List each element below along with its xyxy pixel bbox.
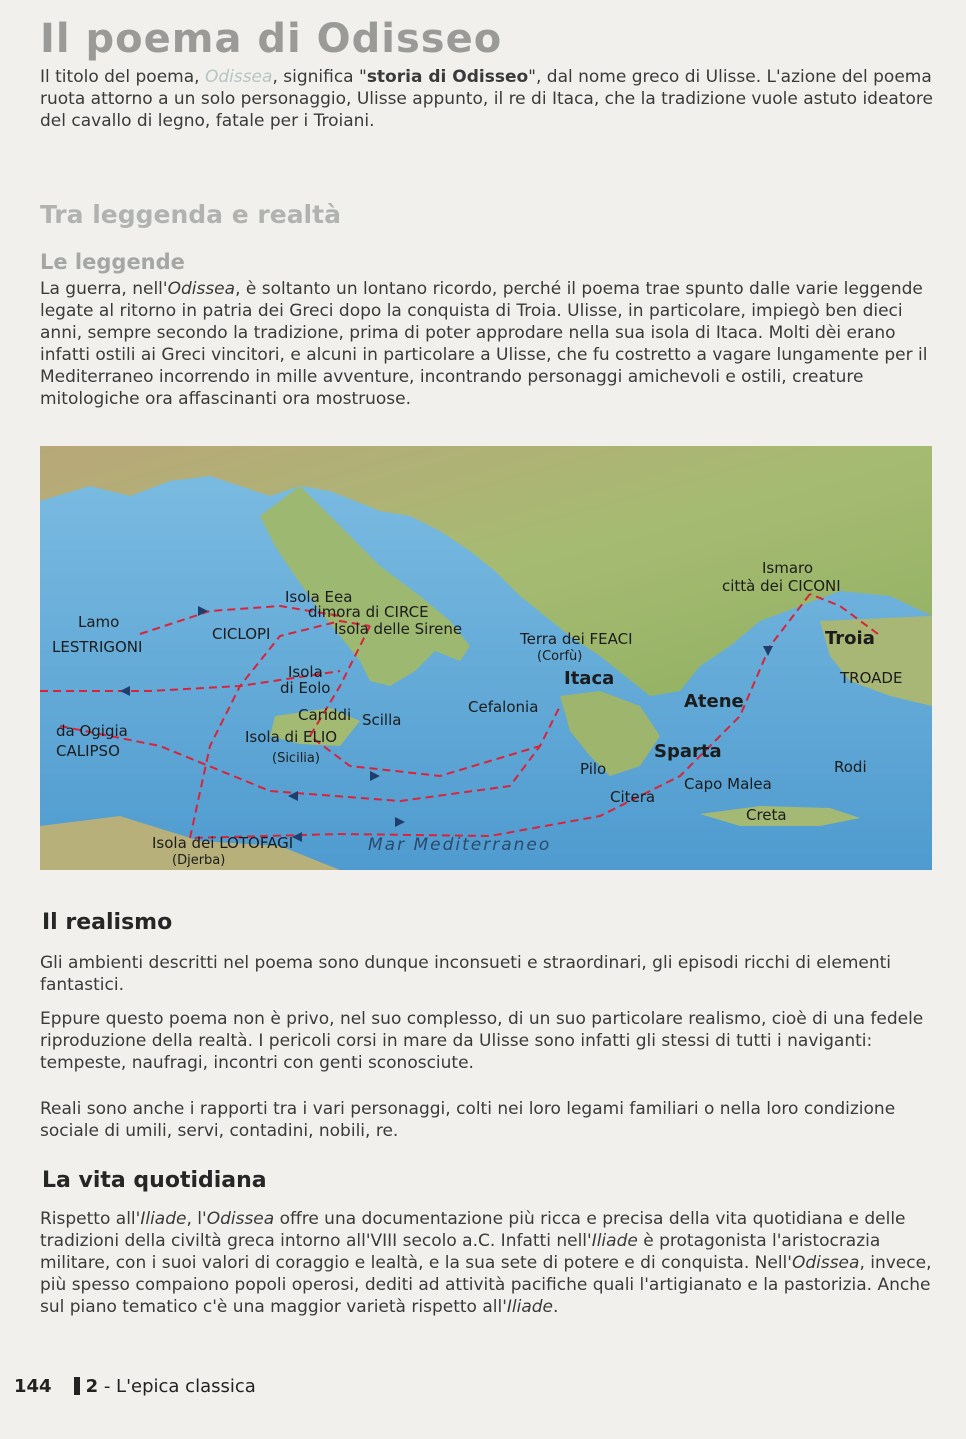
vita-quotidiana-paragraph — [40, 1208, 940, 1318]
footer-bar-icon — [74, 1377, 80, 1395]
label-pilo: Pilo — [580, 760, 607, 778]
label-citera: Citera — [610, 788, 656, 806]
label-capo-malea: Capo Malea — [684, 775, 772, 793]
odyssey-route-map — [40, 446, 932, 870]
vq-text-2: , l' — [186, 1209, 207, 1229]
realismo-paragraph-3: Reali sono anche i rapporti tra i vari personaggi, colti nei loro legami familiari o nella loro condizione sociale di umili, servi, contadini, nobili, re. — [40, 1099, 896, 1141]
label-scilla: Scilla — [362, 711, 402, 729]
label-ogigia: da Ogigia — [56, 722, 128, 740]
page-number: 144 — [14, 1376, 52, 1397]
vq-iliade-2: Iliade — [591, 1231, 638, 1251]
chapter-number: 2 — [85, 1376, 99, 1397]
vq-iliade-3: Iliade — [506, 1297, 554, 1317]
label-mar-mediterraneo: Mar Mediterraneo — [368, 835, 552, 855]
intro-text-3: ", dal nome greco di Ulisse. L'azione del poema ruota attorno a un solo personaggio, Ulisse appunto, il re di Itaca, che la tradizione vuole astuto ideatore del cavallo di legno, fatale per i Troiani. — [40, 67, 933, 131]
leggende-paragraph — [40, 278, 940, 410]
vq-iliade-1: Iliade — [140, 1209, 187, 1229]
label-feaci: Terra dei FEACI — [520, 630, 633, 648]
label-ciclopi: CICLOPI — [212, 625, 271, 643]
section-heading-realismo: Il realismo — [42, 910, 173, 935]
intro-text-1: Il titolo del poema, — [40, 67, 205, 87]
vq-text-6: . — [553, 1297, 559, 1317]
label-atene: Atene — [684, 691, 744, 712]
label-ismaro: Ismaro — [762, 559, 814, 577]
label-sparta: Sparta — [654, 741, 722, 762]
section-heading-leggenda: Tra leggenda e realtà — [40, 200, 341, 229]
vq-text-5: , invece, più spesso compaiono popoli operosi, dediti ad attività pacifiche quali l'artigianato e la pastorizia. Anche sul piano tematico c'è una maggior varietà rispetto all' — [40, 1253, 932, 1317]
label-lamo: Lamo — [78, 613, 120, 631]
label-creta: Creta — [746, 806, 787, 824]
vq-odissea-1: Odissea — [206, 1209, 275, 1229]
label-eolo: di Eolo — [280, 679, 331, 697]
label-sirene: Isola delle Sirene — [334, 620, 463, 638]
realismo-paragraph-2: Eppure questo poema non è privo, nel suo complesso, di un suo particolare realismo, cioè di una fedele riproduzione della realtà. I pericoli corsi in mare da Ulisse sono infatti gli stessi di tutti i naviganti: tempeste, naufragi, incontri con genti sconosciute. — [40, 1009, 924, 1073]
label-corfu: (Corfù) — [537, 649, 583, 664]
leggende-text-1: La guerra, nell' — [40, 279, 168, 299]
label-isola-eea: Isola Eea — [285, 588, 353, 606]
chapter-title: - L'epica classica — [98, 1376, 256, 1397]
subheading-leggende: Le leggende — [40, 250, 185, 274]
label-lotofagi: Isola dei LOTOFAGI — [152, 834, 294, 852]
vq-text-4: è protagonista l'aristocrazia militare, con i suoi valori di coraggio e lealtà, e la sua sete di potere e di conquista. Nell' — [40, 1231, 881, 1273]
page-title: Il poema di Odisseo — [40, 16, 503, 62]
page-footer — [14, 1376, 256, 1397]
leggende-odissea: Odissea — [167, 279, 236, 299]
label-circe: dimora di CIRCE — [308, 603, 429, 621]
label-lestrigoni: LESTRIGONI — [52, 638, 143, 656]
label-calipso: CALIPSO — [56, 742, 120, 760]
label-troade: TROADE — [840, 669, 903, 687]
vq-odissea-2: Odissea — [791, 1253, 860, 1273]
label-itaca: Itaca — [564, 668, 615, 689]
label-sicilia: (Sicilia) — [272, 751, 320, 766]
label-djerba: (Djerba) — [172, 853, 226, 868]
vq-text-1: Rispetto all' — [40, 1209, 141, 1229]
label-isola: Isola — [288, 663, 323, 681]
label-cefalonia: Cefalonia — [468, 698, 539, 716]
label-cariddi: Cariddi — [298, 706, 352, 724]
realismo-paragraph-1: Gli ambienti descritti nel poema sono dunque inconsueti e straordinari, gli episodi ricchi di elementi fantastici. — [40, 953, 892, 995]
intro-bold: storia di Odisseo — [366, 67, 529, 87]
intro-paragraph — [40, 66, 940, 132]
label-elio: Isola di ELIO — [245, 728, 338, 746]
leggende-text-2: , è soltanto un lontano ricordo, perché il poema trae spunto dalle varie leggende legate al ritorno in patria dei Greci dopo la conquista di Troia. Ulisse, in particolare, impiegò ben dieci anni, sempre secondo la tradizione, prima di poter approdare nella sua isola di Itaca. Molti dèi erano infatti ostili ai Greci vincitori, e alcuni in particolare a Ulisse, che fu costretto a vagare lungamente per il Mediterraneo incorrendo in mille avventure, incontrando personaggi amichevoli e ostili, creature mitologiche ora affascinanti ora mostruose. — [40, 279, 928, 409]
intro-odissea: Odissea — [204, 67, 273, 87]
vq-text-3: offre una documentazione più ricca e precisa della vita quotidiana e delle tradizioni della civiltà greca intorno all'VIII secolo a.C. Infatti nell' — [40, 1209, 906, 1251]
intro-text-2: , significa " — [272, 67, 367, 87]
map-svg — [40, 446, 932, 870]
section-heading-vita-quotidiana: La vita quotidiana — [42, 1168, 267, 1193]
label-troia: Troia — [825, 628, 875, 649]
label-rodi: Rodi — [834, 758, 867, 776]
label-ciconi: città dei CICONI — [722, 577, 841, 595]
